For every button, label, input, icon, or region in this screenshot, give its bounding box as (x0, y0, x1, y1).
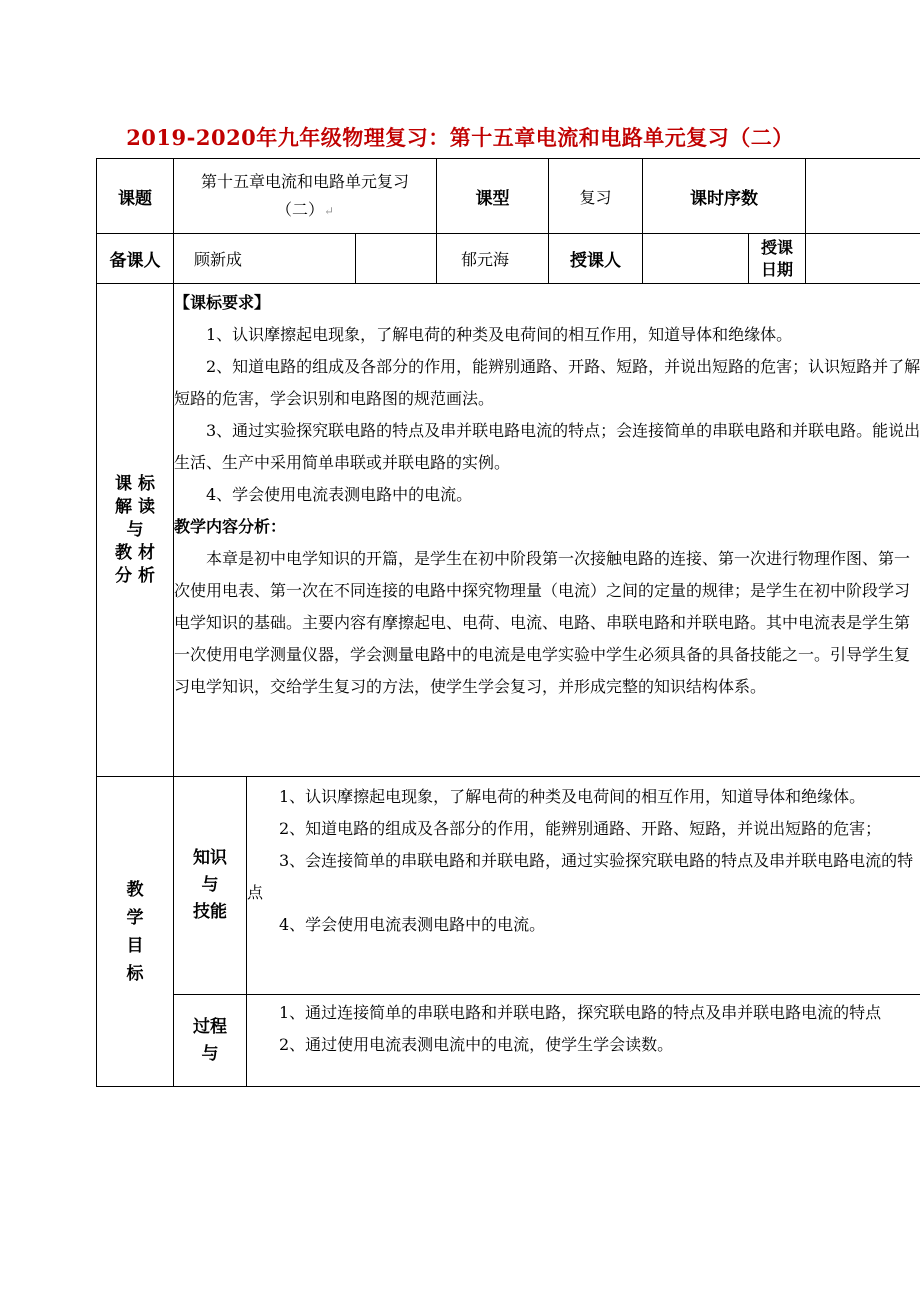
preparer-2: 郁元海 (461, 250, 510, 269)
knowledge-item: 3、会连接简单的串联电路和并联电路，通过实验探究联电路的特点及串并联电路电流的特点 (247, 851, 914, 902)
goals-label-line: 标 (126, 963, 144, 984)
process-label-line: 与 (201, 1043, 219, 1064)
date-label-line1: 授课 (760, 237, 793, 257)
preparer-1-cell (174, 234, 356, 284)
blank-cell (356, 234, 437, 284)
requirement-item: 3、通过实验探究联电路的特点及串并联电路电流的特点；会连接简单的串联电路和并联电路。能说出生活、生产中采用简单串联或并联电路的实例。 (174, 421, 920, 472)
date-label-cell (749, 234, 806, 284)
date-label-line2: 日期 (760, 259, 793, 279)
topic-value-line2: （二） (275, 199, 324, 219)
standards-label-line: 解 读 (115, 496, 155, 517)
process-content (247, 995, 920, 1087)
knowledge-item: 2、知道电路的组成及各部分的作用，能辨别通路、开路、短路，并说出短路的危害； (279, 819, 882, 838)
requirement-item: 1、认识摩擦起电现象，了解电荷的种类及电荷间的相互作用，知道导体和绝缘体。 (206, 325, 793, 344)
teacher-label: 授课人 (570, 251, 621, 271)
knowledge-label-line: 技能 (193, 902, 227, 922)
process-item: 2、通过使用电流表测电流中的电流，使学生学会读数。 (279, 1035, 674, 1054)
paragraph-mark: ↵ (323, 203, 335, 218)
standards-label-line: 课 标 (115, 473, 155, 494)
date-value-cell (806, 234, 920, 284)
period-label: 课时序数 (690, 188, 758, 209)
process-item: 1、通过连接简单的串联电路和并联电路，探究联电路的特点及串并联电路电流的特点 (279, 1003, 882, 1022)
knowledge-item: 1、认识摩擦起电现象，了解电荷的种类及电荷间的相互作用，知道导体和绝缘体。 (279, 787, 866, 806)
requirement-item: 2、知道电路的组成及各部分的作用，能辨别通路、开路、短路，并说出短路的危害；认识短路并了解短路的危害，学会识别和电路图的规范画法。 (174, 357, 920, 408)
standards-analysis-label-cell (97, 284, 174, 777)
document-title: 2019-2020年九年级物理复习：第十五章电流和电路单元复习（二） (126, 125, 794, 150)
knowledge-skills-content (247, 777, 920, 995)
analysis-text: 本章是初中电学知识的开篇，是学生在初中阶段第一次接触电路的连接、第一次进行物理作图、第一次使用电表、第一次在不同连接的电路中探究物理量（电流）之间的定量的规律；是学生在初中阶段学习电学知识的基础。主要内容有摩擦起电、电荷、电流、电路、串联电路和并联电路。其中电流表是学生第一次使用电学测量仪器，学会测量电路中的电流是电学实验中学生必须具备的具备技能之一。引导学生复习电学知识，交给学生复习的方法，使学生学会复习，并形成完整的知识结构体系。 (174, 549, 911, 696)
preparer-label-cell (97, 234, 174, 284)
knowledge-skills-label-cell (174, 777, 247, 995)
standards-analysis-content (174, 284, 920, 777)
requirement-item: 4、学会使用电流表测电路中的电流。 (206, 485, 473, 504)
topic-value-cell (174, 159, 437, 234)
topic-value-line1: 第十五章电流和电路单元复习 (200, 171, 409, 191)
topic-label: 课题 (118, 188, 152, 209)
type-label: 课型 (475, 188, 510, 209)
goals-label-line: 学 (126, 907, 144, 928)
period-label-cell (643, 159, 806, 234)
lesson-plan-table (96, 158, 920, 1087)
preparer-2-cell (437, 234, 549, 284)
topic-label-cell (97, 159, 174, 234)
knowledge-label-line: 知识 (193, 848, 227, 868)
knowledge-label-line: 与 (201, 875, 219, 895)
standards-label-line: 分 析 (115, 565, 155, 586)
type-value: 复习 (579, 187, 612, 207)
knowledge-item: 4、学会使用电流表测电路中的电流。 (279, 915, 546, 934)
process-label-cell (174, 995, 247, 1087)
preparer-label: 备课人 (109, 251, 161, 271)
period-value-cell (806, 159, 920, 234)
goals-label-line: 目 (126, 935, 144, 956)
analysis-heading: 教学内容分析： (174, 517, 287, 536)
standards-label-line: 教 材 (115, 542, 155, 563)
type-label-cell (437, 159, 549, 234)
standards-label-line: 与 (126, 519, 144, 540)
process-label-line: 过程 (193, 1016, 227, 1037)
goals-label-line: 教 (126, 879, 144, 900)
preparer-1: 顾新成 (194, 250, 243, 269)
requirements-heading: 【课标要求】 (174, 293, 271, 312)
teaching-goals-label-cell (97, 777, 174, 1087)
type-value-cell (549, 159, 643, 234)
teacher-value-cell (643, 234, 749, 284)
teacher-label-cell (549, 234, 643, 284)
